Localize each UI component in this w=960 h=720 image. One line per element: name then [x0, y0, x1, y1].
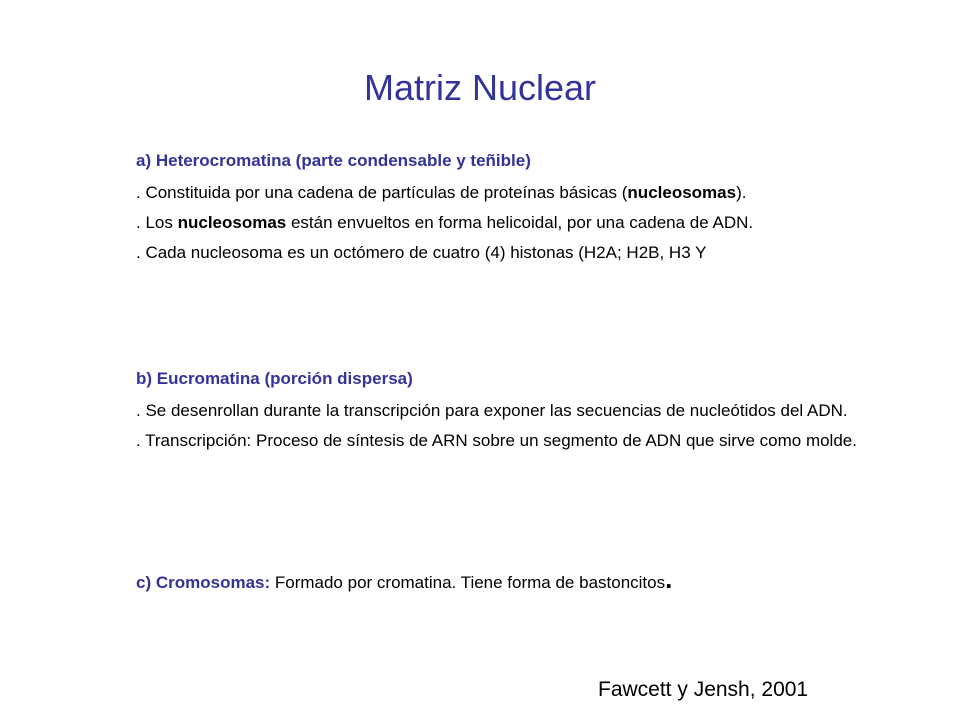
section-b-paragraph-1: . Se desenrollan durante la transcripción para exponer las secuencias de nucleótidos del ADN. — [136, 401, 848, 420]
citation: Fawcett y Jensh, 2001 — [598, 678, 809, 701]
section-a-p1-end: ). — [736, 183, 747, 202]
section-a-paragraph-1 — [136, 182, 876, 204]
section-a-paragraph-3: . Cada nucleosoma es un octómero de cuatro (4) histonas (H2A; H2B, H3 Y — [136, 243, 707, 262]
section-eucromatina — [136, 368, 876, 452]
section-c-text: Formado por cromatina. Tiene forma de bastoncitos — [270, 573, 666, 592]
section-a-p1-bold: nucleosomas — [627, 183, 737, 202]
section-heterocromatina — [136, 150, 876, 264]
section-a-p2-bold: nucleosomas — [177, 213, 287, 232]
section-a-heading: a) Heterocromatina (parte condensable y teñible) — [136, 151, 531, 170]
section-a-p1-text: . Constituida por una cadena de partículas de proteínas básicas ( — [136, 183, 628, 202]
slide-title: Matriz Nuclear — [363, 67, 597, 108]
section-c-end-dot: . — [665, 564, 673, 594]
section-b-heading: b) Eucromatina (porción dispersa) — [136, 369, 413, 388]
section-a-paragraph-2 — [136, 212, 876, 234]
section-a-p2-end: están envueltos en forma helicoidal, por una cadena de ADN. — [286, 213, 754, 232]
section-cromosomas — [136, 564, 876, 594]
section-c-heading: c) Cromosomas: — [136, 573, 271, 592]
section-c-line — [136, 564, 876, 594]
section-b-paragraph-2: . Transcripción: Proceso de síntesis de ARN sobre un segmento de ADN que sirve como molde. — [136, 431, 857, 450]
section-a-p2-text: . Los — [136, 213, 178, 232]
